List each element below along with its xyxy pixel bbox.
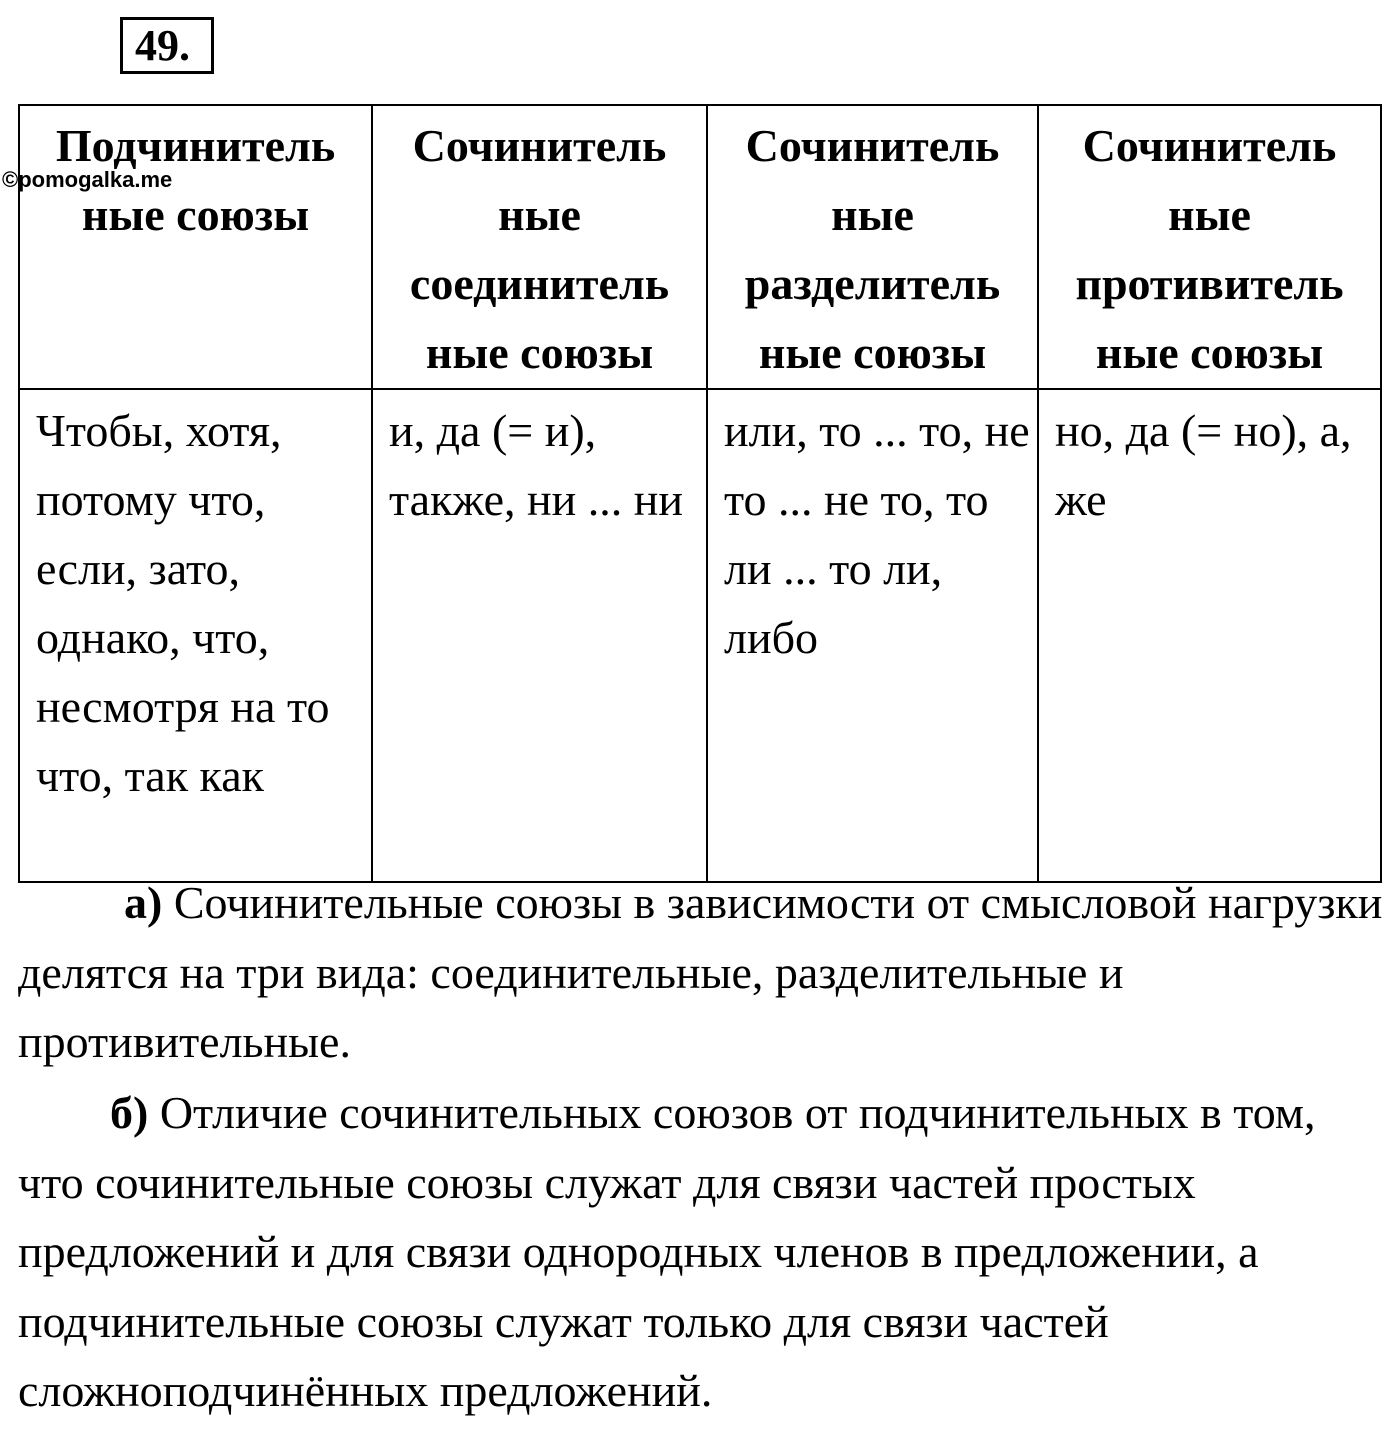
- conjunctions-table: [18, 104, 1382, 883]
- header-cell-subordinating: [19, 105, 372, 389]
- paragraph-b-label: б): [110, 1087, 149, 1138]
- cell-subordinating-text: Чтобы, хотя, потому что, если, зато, однако, что, несмотря на то что, так как: [36, 405, 330, 801]
- paragraph-a: [18, 868, 1384, 1077]
- header-coordinating-adversative: Сочинитель ные противитель ные союзы: [1075, 120, 1344, 378]
- cell-coordinating-adversative-text: но, да (= но), а, же: [1055, 405, 1352, 525]
- paragraph-a-label: а): [124, 877, 163, 928]
- cell-coordinating-disjunctive-text: или, то ... то, не то ... не то, то ли ... то ли, либо: [724, 405, 1030, 663]
- header-coordinating-connective: Сочинитель ные соединитель ные союзы: [409, 120, 670, 378]
- table-header-row: [19, 105, 1381, 389]
- header-coordinating-disjunctive: Сочинитель ные разделитель ные союзы: [744, 120, 1001, 378]
- header-subordinating: Подчинитель ные союзы: [55, 120, 336, 240]
- cell-coordinating-disjunctive: [707, 389, 1038, 882]
- paragraph-a-text: Сочинительные союзы в зависимости от смысловой нагрузки делятся на три вида: соединительные, разделительные и противительные.: [18, 877, 1383, 1067]
- cell-coordinating-adversative: [1038, 389, 1381, 882]
- cell-coordinating-connective-text: и, да (= и), также, ни ... ни: [389, 405, 683, 525]
- cell-subordinating: [19, 389, 372, 882]
- table-row: [19, 389, 1381, 882]
- header-cell-coordinating-disjunctive: [707, 105, 1038, 389]
- header-cell-coordinating-adversative: [1038, 105, 1381, 389]
- cell-coordinating-connective: [372, 389, 707, 882]
- watermark: ©pomogalka.me: [2, 167, 173, 192]
- paragraph-b: [18, 1078, 1384, 1426]
- exercise-number: 49.: [120, 17, 214, 74]
- header-cell-coordinating-connective: [372, 105, 707, 389]
- paragraph-b-text: Отличие сочинительных союзов от подчинительных в том, что сочинительные союзы служат для связи частей простых предложений и для связи однородных членов в предложении, а подчинительные союзы служат только для связи частей сложноподчинённых предложений.: [18, 1087, 1316, 1416]
